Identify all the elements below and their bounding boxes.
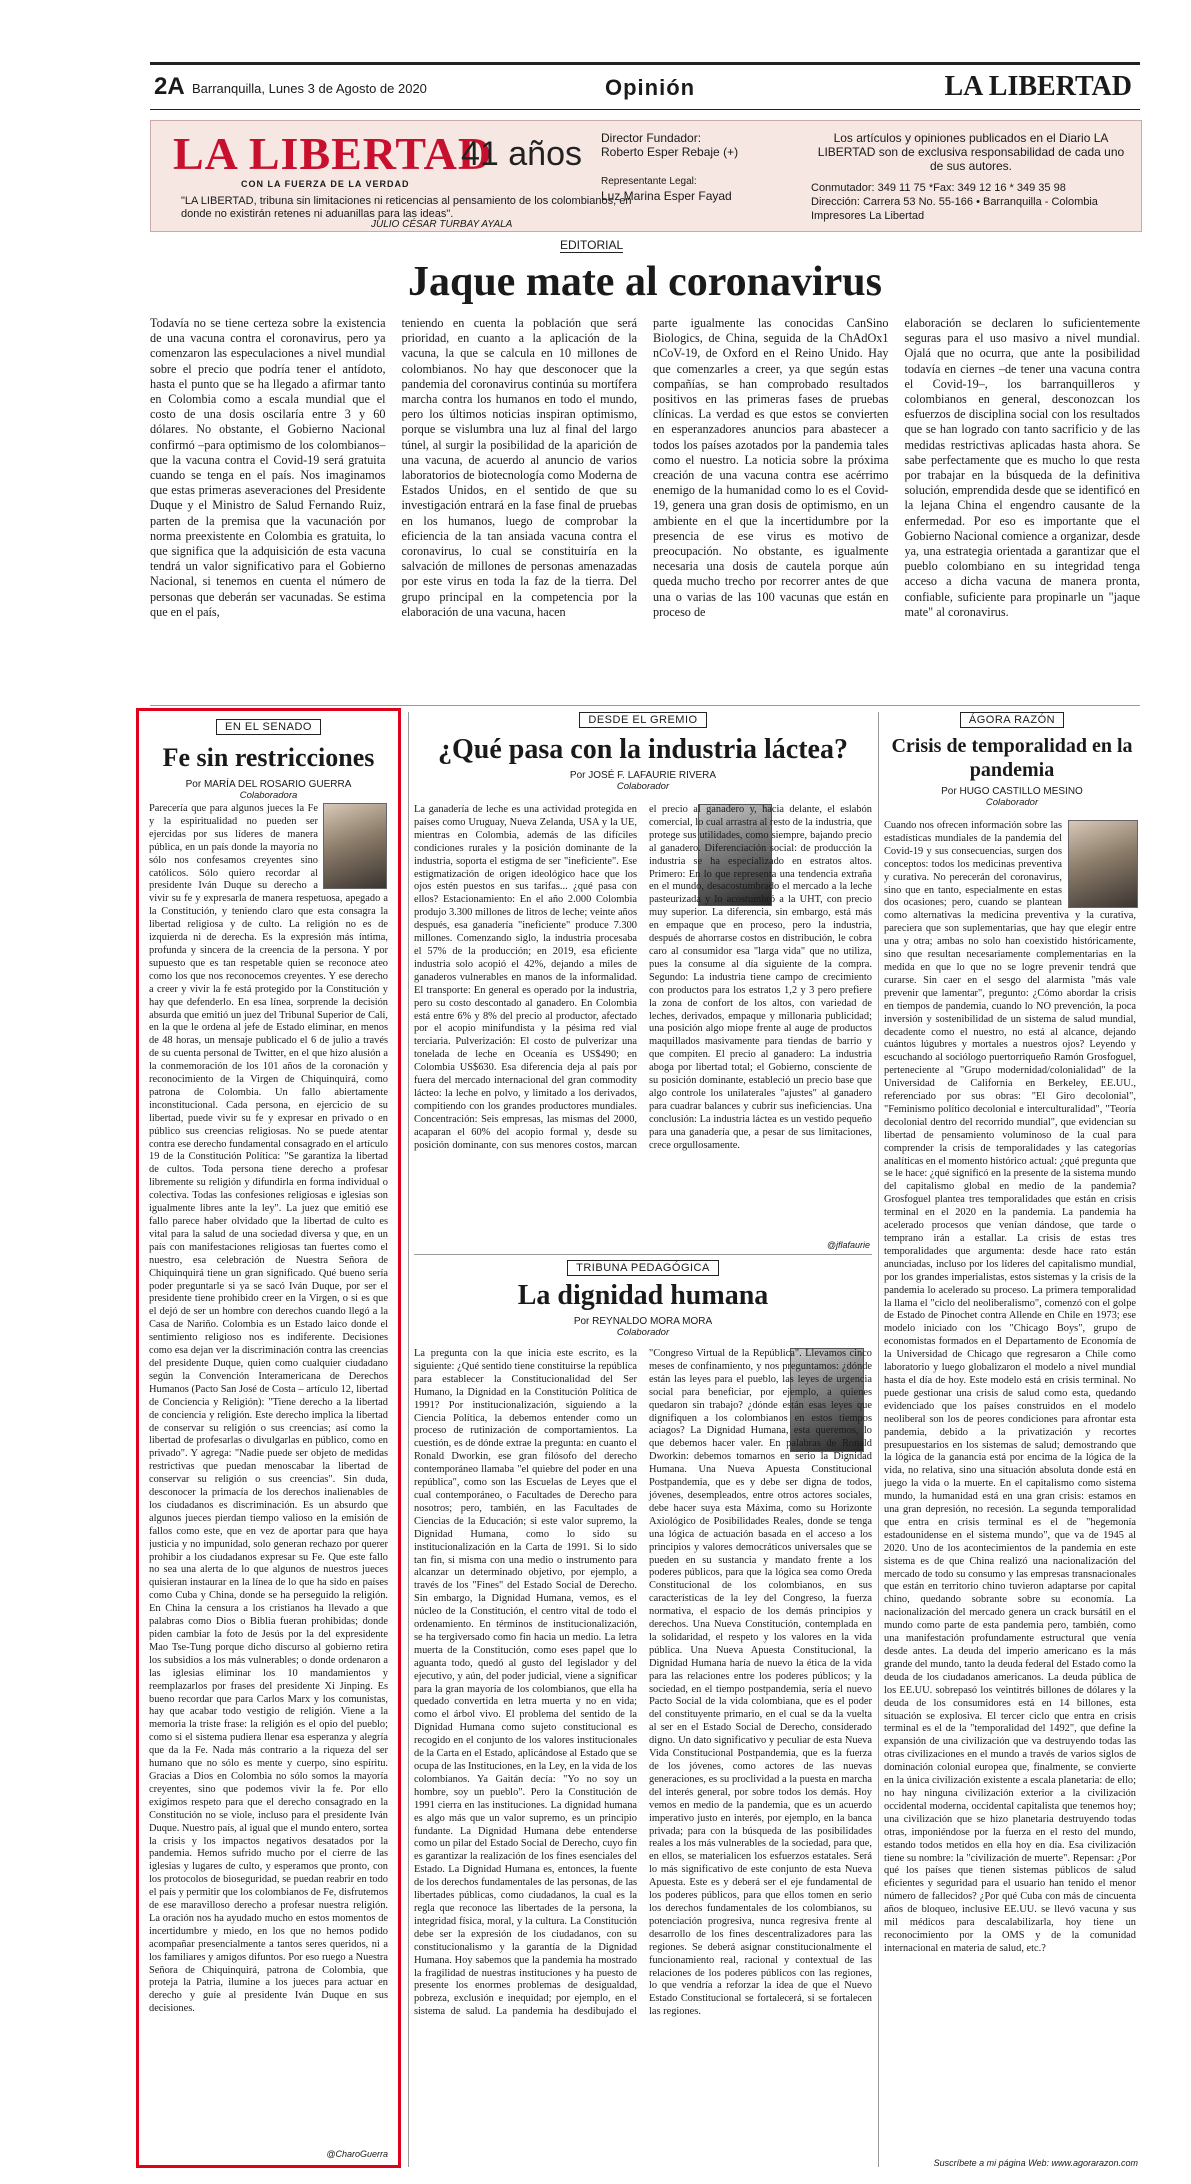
masthead-logo: LA LIBERTAD bbox=[173, 128, 493, 179]
editorial-body bbox=[150, 316, 1140, 701]
column-separator bbox=[408, 712, 409, 2167]
agora-footer-link[interactable]: Suscríbete a mi página Web: www.agorarazon.com bbox=[933, 2158, 1138, 2168]
senado-article bbox=[136, 708, 401, 2168]
tribuna-body: La pregunta con la que inicia este escrito, es la siguiente: ¿Qué sentido tiene constituirse la república para establecer la Constitucionalidad del Ser Humano, la Dignidad en la Constitución Política de 1991? Por institucionalización, siguiendo a la Ciencia Política, la debemos entender como un proceso de rutinización de comportamientos. La cuestión, es de dónde extrae la pregunta: en cuanto el Ronald Dworkin, ese gran filósofo del derecho contemporáneo llamaba "el quiebre del poder en una república", como son las Escuelas de Leyes que el cual contemporáneo, o Facultades de Derecho para nosotros; pero, también, en las Facultades de Ciencias de la Educación; si este valor supremo, la Dignidad Humana, como lo sido su institucionalización en la Carta de 1991. Si lo sido tan fin, si misma con una medio o instrumento para alcanzar un determinado objetivo, por ejemplo, a través de los "Fines" del Estado Social de Derecho. Sin embargo, la Dignidad Humana, vemos, es el núcleo de la Constitución, el centro vital de todo el ordenamiento. En términos de institucionalización, se ha tergiversado como fin hacia un medio. La letra muerta de la Constitución, como eses papel que lo aguanta todo, quedó al gusto del legislador y del ejecutivo, y aún, del poder judicial, viene a significar para la gran mayoría de los colombianos, que ella ha quedado convertida en letra muerta y no en vida; como el árbol vivo. El problema del sentido de la Dignidad Humana como sujeto constitucional es recogido en el conjunto de los valores institucionales de la Carta en el Estado, aplicándose al Estado que se ocupa de las Instituciones, en la Ley, en la vida de los colombianos. Ya Gaitán decía: "Yo no soy un hombre, soy un pueblo". Pero la Constitución de 1991 cierra en las instituciones. La dignidad humana es algo más que un valor supremo, es un principio fundante. La Dignidad Humana debe entenderse como un pilar del Estado Social de Derecho, cuyo fin es garantizar la realización de los fines esenciales del Estado. La Dignidad Humana es, entonces, la fuente de los derechos fundamentales de las personas, de las libertades públicas, como ciudadanos, la cual es la regla que reconoce las libertades de la persona, la integridad física, moral, y la cultura. La Constitución debe ser la expresión de los ciudadanos, con su constitucionalismo y la garantía de la Dignidad Humana. Hoy sabemos que la pandemia ha mostrado la fragilidad de nuestras instituciones y ha puesto de presente los enormes problemas de desigualdad, pobreza, exclusión e inequidad; por ejemplo, en el sistema de salud. La pandemia ha desdibujado el "Congreso Virtual de la República". Llevamos cinco meses de confinamiento, y nos preguntamos: ¿dónde están las leyes para el pueblo, las leyes de urgencia social para beneficiar, por ejemplo, a quienes quedaron sin trabajo? ¿dónde están esas leyes que dignifiquen a los colombianos en estos tiempos aciagos? La Dignidad Humana, esta queremos, lo que debemos hacer valer. En palabras de Ronald Dworkin: debemos tomarnos en serio la Dignidad Humana. Una Nueva Apuesta Constitucional Postpandemia, que es y debe ser digna de todos, jóvenes, desempleados, entre otros actores sociales, debe hacer suya esta Máxima, como su Horizonte Axiológico de Posibilidades Reales, donde se tenga una lógica de actuación basada en el acceso a los principios y valores democráticos universales que se pueden en su sustancia y mandato frente a los poderes públicos, para que la lógica sea como Oreda Constitucional de los colombianos, en sus características de la ley del Congreso, la fuerza normativa, el espacio de los demás principios y derechos. Una Nueva Constitución, contemplada en la solidaridad, el respeto y los valores en la vida pública. Una Nueva Apuesta Constitucional, la Dignidad Humana haría de nuevo la ética de la vida para las relaciones entre los poderes públicos; y la sociedad, en el tiempo postpandemia, sería el nuevo Pacto Social de la vida colombiana, que es el poder del constituyente primario, en el cual se da la vuelta al ser en el Estado Social de Derecho, considerado digno. Un dato significativo y peculiar de esta Nueva Vida Constitucional Postpandemia, que es la fuerza de los jóvenes, como actores de las nuevas generaciones, es su proclividad a la puesta en marcha del interés general, por sobre todos los demás. Hoy vemos en medio de la pandemia, que es un acuerdo imperativo justo en interés, por ejemplo, en la banca privada; para con la búsqueda de las posibilidades reales a los más vulnerables de la sociedad, para que, en ellos, se materialicen los esfuerzos estatales. Será lo más significativo de este conjunto de esta Nueva Apuesta. Este es y deberá ser el eje fundamental de los poderes públicos, para que ellos tomen en serio los derechos fundamentales de los colombianos, su potenciación progresiva, nunca regresiva frente al desarrollo de los fines descentralizadores para las regiones. Se deberá asignar constitucionalmente el funcionamiento real, racional y contextual de las relaciones de los poderes públicos con las regiones, lo que vendría a reforzar la idea de que el Nuevo Estado Constitucional se fortalecerá, si se fortalecen las regiones. bbox=[414, 1348, 872, 2018]
masthead-disclaimer: Los artículos y opiniones publicados en el Diario LA LIBERTAD son de exclusiva responsabilidad de cada uno de sus autores. bbox=[817, 131, 1125, 173]
column-separator bbox=[878, 712, 879, 2167]
gremio-role: Colaborador bbox=[616, 781, 670, 792]
editorial-tag: EDITORIAL bbox=[560, 238, 624, 252]
masthead-founder bbox=[601, 131, 791, 203]
section-divider bbox=[414, 1254, 872, 1255]
editorial-column-1: Todavía no se tiene certeza sobre la existencia de una vacuna contra el coronavirus, pero ya comenzaron las especulaciones a nivel mundial sobre el precio que podría tener el antídoto, hasta el punto que se ha llegado a afirmar tanto en Colombia como a escala mundial que el costo de una dosis oscilaría entre 3 y 60 dólares. No obstante, el Gobierno Nacional confirmó –para optimismo de los colombianos– que la vacuna contra el Covid-19 será gratuita cuando se tenga en el país. Nos imaginamos que estas primeras aseveraciones del Presidente Duque y el Ministro de Salud Fernando Ruiz, parten de la premisa que la vacunación por norma preexistente en Colombia es gratuita, lo que significa que la adquisición de esta vacuna tendrá un valor significativo para el Gobierno Nacional, si tenemos en cuenta el número de personas que deberán ser vacunadas. Se estima que en el país, bbox=[150, 316, 386, 619]
agora-tag: ÁGORA RAZÓN bbox=[960, 712, 1064, 728]
gremio-handle: @jflafaurie bbox=[826, 1240, 870, 1250]
masthead bbox=[150, 120, 1142, 232]
gremio-title: ¿Qué pasa con la industria láctea? bbox=[438, 734, 848, 765]
gremio-body: La ganadería de leche es una actividad protegida en países como Uruguay, Nueva Zelanda, USA y la UE, mientras en Colombia, además de las difíciles condiciones rurales y la posición dominante de la industria, soporta el estigma de ser "ineficiente". Ese estigmatización de origen ideológico hace que los ojos estén puestos en sus tarifas... ¿qué pasa con ellos? Estacionamiento: En el año 2.000 Colombia produjo 3.300 millones de litros de leche; veinte años después, esa ganadería "ineficiente" produce 7.300 millones. Comenzando siglo, la industria procesaba el 57% de la producción; en 2019, esa eficiente industria solo acopió el 42%, dejando a miles de ganaderos vulnerables en manos de la informalidad. El transporte: En general es operado por la industria, pero su costo descontado al ganadero. En Colombia está entre 6% y 8% del precio al productor, afectado por el acopio minifundista y la pésima red vial terciaria. Pulverización: El costo de pulverizar una tonelada de leche en Oceanía es US$490; en Colombia US$630. Esa diferencia deja al país por fuera del mercado internacional del gran commodity lácteo: la leche en polvo, y limitado a los derivados, compitiendo con los grandes productores mundiales. Concentración: Seis empresas, las mismas del 2000, acaparan el 60% del acopio formal y, desde su posición dominante, con sus menores costos, marcan el precio al ganadero y, hacia delante, el eslabón comercial, lo cual arrastra al resto de la industria, que protege sus utilidades, como siempre, bajando precio al ganadero. Diferenciación social: de producción la industria se ha especializado en estratos altos. Primero: En lo que representa una tendencia extraña en el mundo, desacostumbrado el mercado a la leche pasteurizada y lo acostumbró a la UHT, con precio muy superior. La diferencia, sin embargo, está más en empaque que en proceso, pero la industria, después de ahorrarse costos en distribución, le cobra caro al consumidor esa "larga vida" que no utiliza, pues la consume al día siguiente de la compra. Segundo: La industria tiene campo de crecimiento con productos para los estratos 1,2 y 3 pero prefiere la zona de confort de los altos, con variedad de leches, derivados, empaque y millonaria publicidad; una posición algo miope frente al auge de productos maquillados masivamente para tiendas de barrio y que compiten. El precio al ganadero: La industria aboga por libertad total; el Gobierno, consciente de su posición dominante, estableció un precio base que algo controle los unilaterales "ajustes" al ganadero para cuadrar balances y cubrir sus ineficiencias. Una conclusión: La industria láctea es un vestido pequeño para una ganadería que, a pesar de sus limitaciones, crece orgullosamente. bbox=[414, 804, 872, 1151]
page-date: Barranquilla, Lunes 3 de Agosto de 2020 bbox=[192, 81, 427, 96]
masthead-slogan: CON LA FUERZA DE LA VERDAD bbox=[241, 179, 410, 189]
agora-body: Cuando nos ofrecen información sobre las estadísticas mundiales de la pandemia del Covid-19 y sus consecuencias, surgen dos conceptos: todos los medicinas preventiva y curativa. No perecerán del coronavirus, sino que en tanto, especialmente en estas dos ocasiones; pero, cuando se plantean como alternativas la medicina preventiva y la curativa, pareciera que son suplementarias, que hay que elegir entre una y otra; ambas no solo han coexistido históricamente, sino que resultan necesariamente complementarias en la medida en que lo que no se logre prevenir tendrá que curarse. Sin caer en el sesgo del alarmista "más vale prevenir que lamentar", pregunto: ¿Cómo abordar la crisis en tiempos de pandemia, cuando lo NO prevención, la poca inversión y sostenibilidad de un sistema de salud mundial, decadente como el nuestro, no está al alcance, dejando cuántos lúgubres y mortales a nuestros ojos? Leyendo y escuchando al sociólogo puertorriqueño Ramón Grosfoguel, perteneciente al "Grupo modernidad/colonialidad" de la Universidad de California en Berkeley, EE.UU., referenciado por sus obras: "El Giro decolonial", "Feminismo político decolonial e interculturalidad", "Teoría decolonial dentro del recorrido mundial", que evidencian su libertad de pensamiento voluminoso de la cual para comprender la crisis de temporalidades y las categorías analíticas en el momento histórico actual: ¿qué pregunta que se le hace: ¿qué significó en la presente de la sistema mundo del capitalismo global en medio de la pandemia? Grosfoguel plantea tres temporalidades que están en crisis terminal en el 2020 en la pandemia. La pandemia ha acelerado procesos que venían dándose, que tarde o temprano irán a estallar. La crisis de estas tres temporalidades que argumenta: desde hace rato están anunciadas, incluso por los líderes del capitalismo mundial, por los grandes imperialistas, estos sistemas y la crisis de la pandemia lo acelerado su proceso. La primera temporalidad la llama el "ciclo del neoliberalismo", comenzó con el golpe de Estado de Pinochet contra Allende en Chile en 1973; ese modelo iniciado con los "Chicago Boys", grupo de economistas formados en el Departamento de Economía de la Universidad de Chicago que regresaron a Chile como laboratorio y luego globalizaron el modelo a nivel mundial hasta el día de hoy. Este modelo está en crisis terminal. No puede gestionar una crisis de salud como esta, quedando evidenciado que los países construidos en el modelo neoliberal son los de peores condiciones para afrontar esta pandemia, debido a la privatización y recortes presupuestarios en los sistemas de salud; demostrando que la lógica de la ganancia está por encima de la lógica de la vida, no relativa, sino una situación absoluta donde está en juego la vida o la muerte. En el capitalismo como sistema mundo, la humanidad está en una gran crisis: estamos en una gran depresión, no recesión. La segunda temporalidad que entra en crisis terminal es el de "hegemonía estadounidense en el sistema mundo", que va de 1945 al 2020. Uno de los acontecimientos de la pandemia en este sistema es de que China realizó una nacionalización del mercado de todo su consumo y las empresas transnacionales que están en territorio chino tuvieron adaptarse por capital chino, quedando sobrante sobre su economía. La nacionalización del mercado genera un crack bursátil en el mundo como parte de esta pandemia pero, también, como una manifestación profundamente estructural que venía desde antes. La deuda del imperio americano es la más grande del mundo, tanto la deuda federal del Estado como la deuda de los ciudadanos americanos. La deuda pública de los EE.UU. sobrepasó los veintitrés billones de dólares y la deuda de los consumidores está en 14 billones, esta situación se explosiva. El tercer ciclo que entra en crisis terminal es el de la "temporalidad del 1492", que define la expansión de una civilización que va destruyendo todas las otras civilizaciones en el mundo a través de varios siglos de dominación colonial europea que, finalmente, se convierte en la única civilización existente a escala planetaria: de ello; no hay ninguna civilización exterior a la civilización occidental moderna, occidental capitalista que tenemos hoy; una civilización que se hizo planetaria destruyendo todas otras, imponiéndose por la fuerza en el resto del mundo, estando todos metidos en ella hoy en día. Esa civilización tiene su nombre: la "civilización de muerte". Repensar: ¿Por qué los países que tienen sistemas públicos de salud eficientes y seguridad para el usuario han tenido el menor número de fallecidos? ¿Por qué Cuba con más de cincuenta años de bloqueo, inclusive EE.UU. se llevó vacuna y sus mil médicos para descalabilizarla, hoy tiene un reconocimiento por la OMS y de la comunidad internacional en materia de salud, etc.? bbox=[884, 820, 1136, 1954]
agora-article bbox=[884, 710, 1140, 2172]
legal-name: Luz Marina Esper Fayad bbox=[601, 189, 732, 203]
agora-role: Colaborador bbox=[985, 797, 1039, 808]
page-number: 2A bbox=[154, 73, 185, 100]
page-header bbox=[150, 62, 1140, 110]
tribuna-article bbox=[414, 1258, 872, 2168]
contact-address: Dirección: Carrera 53 No. 55-166 • Barranquilla - Colombia bbox=[811, 196, 1098, 208]
gremio-article bbox=[414, 710, 872, 1250]
editorial-column-4: elaboración se declaren lo suficientemente seguras para el uso masivo a nivel mundial. Ojalá que no ocurra, que ante la posibilidad todavía en ciernes –de tener una vacuna contra el Covid-19–, los barranquilleros y colombianos en general, desconozcan los esfuerzos de disciplina social con los resultados que se han logrado con tanto sacrificio y de las medidas restrictivas aplicadas hasta ahora. Se sabe perfectamente que es mucho lo que resta por trabajar en la búsqueda de la definitiva solución, emprendida desde que se identificó en la lejana China el engendro causante de la enfermedad. Por eso es importante que el Gobierno Nacional comience a organizar, desde ya, una estrategia orientada a garantizar que el pueblo colombiano en su integridad tenga acceso a dicha vacuna de manera pronta, confiable, suficiente para propinarle un "jaque mate" al coronavirus. bbox=[904, 316, 1140, 619]
tribuna-byline: Por REYNALDO MORA MORA bbox=[573, 1316, 713, 1327]
agora-title: Crisis de temporalidad en la pandemia bbox=[891, 735, 1133, 781]
editorial-column-3: parte igualmente las conocidas CanSino Biologics, de China, seguida de la ChAdOx1 nCoV-19, de Oxford en el Reino Unido. Hay que comenzarles a creer, ya que según estas compañías, se han comprobado resultados positivos en las primeras fases de pruebas clínicas. La verdad es que estos se convierten en esperanzadores anuncios para abastecer a todos los países azotados por la pandemia tales como el nuestro. La noticia sobre la próxima creación de una vacuna contra ese acérrimo enemigo de la humanidad como lo es el Covid-19, genera una gran dosis de optimismo, en un ambiente en el que la incertidumbre por la presencia de ese virus es motivo de preocupación. No obstante, es igualmente necesaria una dosis de cautela porque aún queda mucho trecho por recorrer antes de que una o varias de las 100 vacunas que están en proceso de bbox=[653, 316, 889, 619]
photo-spacer bbox=[1062, 820, 1136, 910]
editorial-column-2: teniendo en cuenta la población que será prioridad, en cuanto a la aplicación de la vacuna, la que se calcula en 10 millones de colombianos. No hay que desconocer que la pandemia del coronavirus continúa su mortífera marcha contra los humanos en todo el mundo, pero los últimos noticias inspiran optimismo, porque se vislumbra una luz al final del largo túnel, al surgir la posibilidad de la aparición de una vacuna, de acuerdo al anuncio de varios laboratorios de biotecnología como Moderna de Estados Unidos, en el sentido de que su investigación entrará en la fase final de pruebas en los humanos, luego de comprobar la eficiencia de la tan ansiada vacuna contra el coronavirus, lo cual se constituiría en la salvación de millones de personas amenazadas por este virus en toda la faz de la tierra. Del grupo principal en la competencia por la elaboración de una vacuna, hacen bbox=[401, 316, 637, 619]
agora-byline: Por HUGO CASTILLO MESINO bbox=[941, 786, 1083, 797]
senado-body: Parecería que para algunos jueces la Fe y la espiritualidad no pueden ser ejercidas por sus líderes de manera pública, en un país donde la mayoría no sólo nos confesamos creyentes sino católicos. Sólo quiero recordar al presidente Iván Duque su derecho a vivir su fe y expresarla de manera respetuosa, apegado a la Constitución, y teniendo claro que esta consagra la libertad religiosa y de culto. La religión no es de izquierda ni de derecha. Es la expresión más íntima, profunda y sincera de la creencia de la persona. Y por supuesto que es tan respetable quien se reconoce ateo como los que nos reconocemos creyentes. Y ese derecho a creer y vivir la fe está protegido por la Constitución y hay que defenderlo. En esa línea, sorprende la decisión absurda que emitió un juez del Tribunal Superior de Cali, en la que le ordena al jefe de Estado eliminar, en menos de 48 horas, un mensaje publicado el 6 de julio a través de su cuenta personal de Twitter, en el que hizo alusión a la conmemoración de los 101 años de la coronación y reconocimiento de la Virgen de Chiquinquirá, como patrona de Colombia. Un fallo abiertamente inconstitucional. Cada persona, en ejercicio de su libertad, puede vivir su fe y expresar en privado o en público sus creencias religiosas. No se puede atentar contra ese derecho fundamental consagrado en el artículo 19 de la Constitución Política: "Se garantiza la libertad de cultos. Toda persona tiene derecho a profesar libremente su religión y difundirla en forma individual o colectiva. Todas las confesiones religiosas e iglesias son igualmente libres ante la ley". La juez que emitió ese fallo parece haber olvidado que la libertad de culto es vital para la salud de una sociedad diversa y que, en un país con manifestaciones religiosas tan fuertes como el nuestro, esa celebración de Nuestra Señora de Chiquinquirá tiene un gran significado. Qué bueno sería poder preguntarle si ya se sacó Iván Duque, por ser el presidente tiene prohibido creer en la Virgen, o si es que el dejó de ser un hombre con derechos cuando llegó a la Casa de Nariño. Colombia es un Estado laico donde el sentimiento religioso nos es indiferente. Decisiones como esa dejan ver la discriminación contra las creencias del presidente Duque, quien como cualquier ciudadano según la Convención Interamericana de Derechos Humanos (Pacto San José de Costa – artículo 12, libertad de Conciencia y Religión): "Tiene derecho a la libertad de conciencia y religión. Este derecho implica la libertad de conservar su religión o sus creencias; así como la libertad de profesarlas o divulgarlas en público, como en privado". Y agrega: "Nadie puede ser objeto de medidas restrictivas que puedan menoscabar la libertad de conservar su religión o sus creencias". Sin duda, desconocer la primacía de los derechos inalienables de los ciudadanos es discriminación. Es un absurdo que algunos jueces pierdan tiempo valioso en la emisión de fallos como este, que en vez de aportar para que haya justicia y no impunidad, solo generan rechazo por querer prohibir a los ciudadanos expresar su Fe. Que este fallo no sea una alerta de lo que algunos de nuestros jueces quisieran instaurar en la línea de lo que ha sido en países como Cuba y China, donde se ha perseguido la religión. En China la censura a los cristianos ha llevado a que palabras como Dios o Biblia fueran prohibidas; donde piden cambiar la foto de Jesús por la del expresidente Mao Tse-Tung porque dicho discurso al gobierno retira los subsidios a los más vulnerables; o donde ordenaron a las iglesias eliminar los 10 mandamientos y reemplazarlos por frases del presidente Xi Jinping. Es bueno recordar que para Carlos Marx y los comunistas, hay que acabar todo vestigio de religión. Viene a la memoria la triste frase: la religión es el opio del pueblo; como si el sistema pudiera llenar esa esperanza y alegría que da la Fe. Nada más contrario a la riqueza del ser humano que no sólo es mente y cuerpo, sino espíritu. Gracias a Dios en Colombia no sólo somos la mayoría creyentes, sino que podemos vivir la fe. Por ello exigimos respeto para que el derecho consagrado en la Constitución no se viole, incluso para el presidente Iván Duque. Nuestro país, al igual que el mundo entero, sortea la crisis y los impactos negativos desatados por la pandemia. Hemos sufrido mucho por el cierre de las iglesias y lugares de culto, y esperamos que pronto, con los protocolos de bioseguridad, se puedan reabrir en todo el país y permitir que los colombianos de Fe, disfrutemos de ese maravilloso derecho a profesar nuestra religión. La oración nos ha ayudado mucho en estos momentos de incertidumbre y miedo, en los que no hemos podido acompañar presencialmente a tantos seres queridos, ni a los familiares y amigos difuntos. Por eso ruego a Nuestra Señora de Chiquinquirá, patrona de Colombia, que proteja la Patria, ilumine a los jueces para actuar en derecho y guíe al presidente Iván Duque en sus decisiones. bbox=[149, 803, 388, 2015]
contact-printer: Impresores La Libertad bbox=[811, 210, 925, 222]
section-divider bbox=[150, 705, 1140, 706]
founder-label: Director Fundador: bbox=[601, 131, 702, 145]
paper-name: LA LIBERTAD bbox=[944, 71, 1132, 102]
senado-byline: Por MARÍA DEL ROSARIO GUERRA bbox=[185, 779, 352, 790]
gremio-byline: Por JOSÉ F. LAFAURIE RIVERA bbox=[569, 770, 717, 781]
tribuna-title: La dignidad humana bbox=[517, 1280, 769, 1311]
photo-spacer bbox=[318, 803, 388, 891]
editorial-title: Jaque mate al coronavirus bbox=[407, 259, 883, 305]
masthead-quote: "LA LIBERTAD, tribuna sin limitaciones ni reticencias al pensamiento de los colombianos, en donde no existirán retenes ni aduanillas para las ideas". bbox=[181, 195, 632, 220]
section-name: Opinión bbox=[605, 75, 696, 100]
tribuna-role: Colaborador bbox=[616, 1327, 670, 1338]
founder-name: Roberto Esper Rebaje (+) bbox=[601, 145, 739, 159]
senado-title: Fe sin restricciones bbox=[162, 743, 375, 772]
tribuna-tag: TRIBUNA PEDAGÓGICA bbox=[567, 1260, 719, 1276]
legal-label: Representante Legal: bbox=[601, 176, 697, 187]
senado-tag: EN EL SENADO bbox=[216, 719, 321, 735]
masthead-contact bbox=[811, 181, 1131, 223]
masthead-quote-author: JULIO CÉSAR TURBAY AYALA bbox=[371, 219, 513, 230]
gremio-tag: DESDE EL GREMIO bbox=[579, 712, 706, 728]
senado-role: Colaboradora bbox=[239, 790, 298, 801]
contact-phone: Conmutador: 349 11 75 *Fax: 349 12 16 * 349 35 98 bbox=[811, 182, 1066, 194]
senado-handle: @CharoGuerra bbox=[326, 2149, 388, 2159]
masthead-years: 41 años bbox=[461, 135, 582, 173]
